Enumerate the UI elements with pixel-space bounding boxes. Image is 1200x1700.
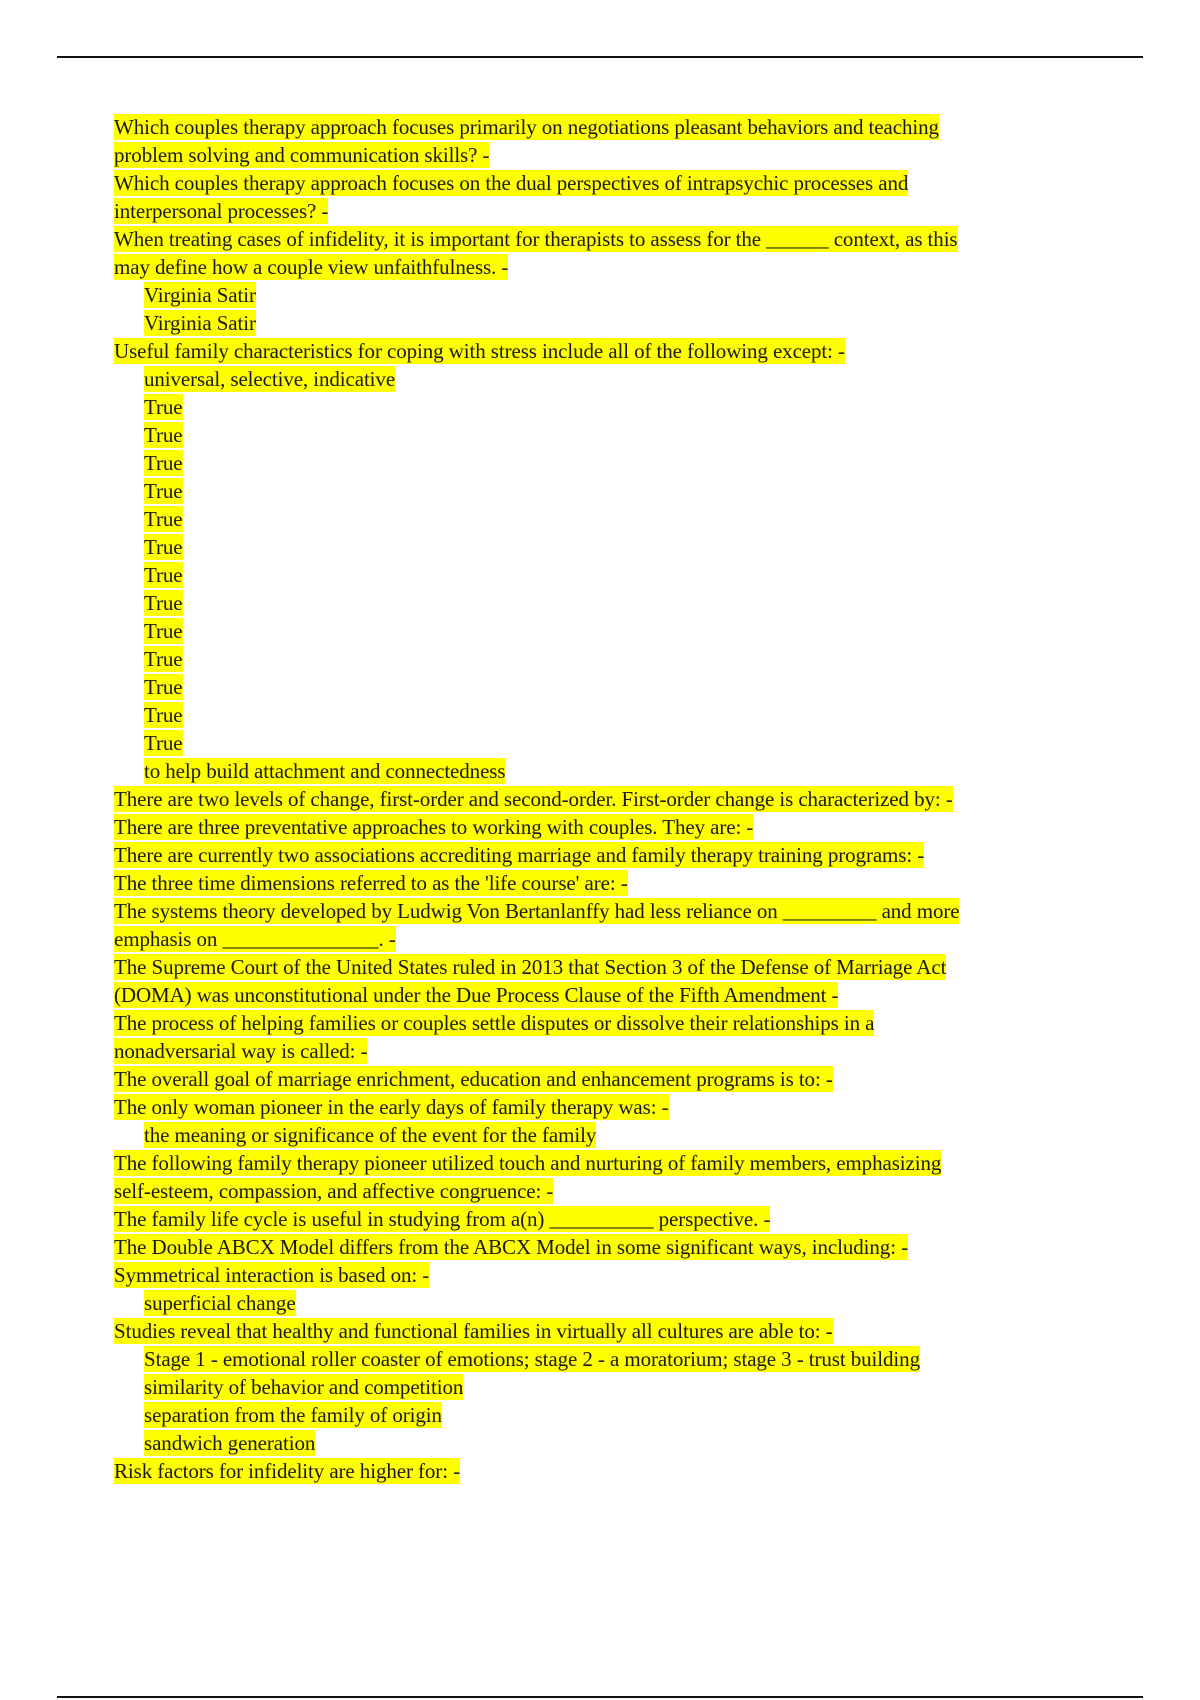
question-line [114,785,1114,813]
question-line [114,1317,1114,1345]
highlighted-text: the meaning or significance of the event for the family [144,1123,597,1147]
highlighted-text: True [144,451,183,475]
highlighted-text: True [144,423,183,447]
highlighted-text: True [144,563,183,587]
highlighted-text: separation from the family of origin [144,1403,442,1427]
highlighted-text: Useful family characteristics for coping with stress include all of the following except: - [114,339,845,363]
highlighted-text: Which couples therapy approach focuses on the dual perspectives of intrapsychic processes and [114,171,909,195]
highlighted-text: Risk factors for infidelity are higher for: - [114,1459,460,1483]
highlighted-text: True [144,591,183,615]
highlighted-text: The family life cycle is useful in studying from a(n) __________ perspective. - [114,1207,771,1231]
highlighted-text: True [144,703,183,727]
question-line [114,1261,1114,1289]
highlighted-text: Virginia Satir [144,283,256,307]
highlighted-text: There are currently two associations accrediting marriage and family therapy training programs: - [114,843,925,867]
highlighted-text: True [144,507,183,531]
question-line [114,953,1114,981]
highlighted-text: Virginia Satir [144,311,256,335]
header-rule [57,56,1143,58]
answer-line [114,1121,1114,1149]
highlighted-text: emphasis on _______________. - [114,927,396,951]
highlighted-text: There are two levels of change, first-order and second-order. First-order change is characterized by: - [114,787,953,811]
highlighted-text: Studies reveal that healthy and functional families in virtually all cultures are able to: - [114,1319,833,1343]
highlighted-text: similarity of behavior and competition [144,1375,464,1399]
answer-line [114,1401,1114,1429]
answer-line [114,757,1114,785]
question-line [114,1205,1114,1233]
answer-line [114,1373,1114,1401]
footer-rule [57,1696,1143,1698]
question-line [114,925,1114,953]
answer-line [114,561,1114,589]
highlighted-text: The following family therapy pioneer utilized touch and nurturing of family members, emphasizing [114,1151,942,1175]
answer-line [114,589,1114,617]
answer-line [114,477,1114,505]
highlighted-text: True [144,535,183,559]
highlighted-text: problem solving and communication skills? - [114,143,490,167]
highlighted-text: Which couples therapy approach focuses primarily on negotiations pleasant behaviors and teaching [114,115,939,139]
answer-line [114,1289,1114,1317]
question-line [114,981,1114,1009]
question-line [114,337,1114,365]
question-line [114,1149,1114,1177]
answer-line [114,1345,1114,1373]
question-line [114,169,1114,197]
question-line [114,1233,1114,1261]
question-line [114,841,1114,869]
question-line [114,897,1114,925]
question-line [114,253,1114,281]
highlighted-text: True [144,619,183,643]
answer-line [114,309,1114,337]
highlighted-text: interpersonal processes? - [114,199,329,223]
question-line [114,1009,1114,1037]
highlighted-text: Stage 1 - emotional roller coaster of emotions; stage 2 - a moratorium; stage 3 - trust building [144,1347,920,1371]
highlighted-text: may define how a couple view unfaithfulness. - [114,255,509,279]
question-line [114,869,1114,897]
highlighted-text: superficial change [144,1291,296,1315]
document-body [114,113,1114,1485]
answer-line [114,533,1114,561]
answer-line [114,421,1114,449]
highlighted-text: The only woman pioneer in the early days of family therapy was: - [114,1095,669,1119]
question-line [114,1065,1114,1093]
question-line [114,1037,1114,1065]
highlighted-text: True [144,479,183,503]
highlighted-text: True [144,395,183,419]
highlighted-text: True [144,647,183,671]
answer-line [114,645,1114,673]
answer-line [114,281,1114,309]
answer-line [114,505,1114,533]
question-line [114,197,1114,225]
answer-line [114,1429,1114,1457]
answer-line [114,701,1114,729]
question-line [114,813,1114,841]
highlighted-text: The Double ABCX Model differs from the ABCX Model in some significant ways, including: - [114,1235,908,1259]
highlighted-text: The three time dimensions referred to as the 'life course' are: - [114,871,628,895]
highlighted-text: The Supreme Court of the United States ruled in 2013 that Section 3 of the Defense of Marriage Act [114,955,947,979]
answer-line [114,617,1114,645]
highlighted-text: universal, selective, indicative [144,367,396,391]
highlighted-text: The process of helping families or couples settle disputes or dissolve their relationships in a [114,1011,875,1035]
highlighted-text: to help build attachment and connectedness [144,759,506,783]
question-line [114,1177,1114,1205]
answer-line [114,729,1114,757]
question-line [114,113,1114,141]
highlighted-text: nonadversarial way is called: - [114,1039,368,1063]
highlighted-text: The systems theory developed by Ludwig Von Bertanlanffy had less reliance on _________ and more [114,899,960,923]
answer-line [114,393,1114,421]
answer-line [114,449,1114,477]
question-line [114,1457,1114,1485]
highlighted-text: True [144,675,183,699]
highlighted-text: Symmetrical interaction is based on: - [114,1263,430,1287]
answer-line [114,673,1114,701]
question-line [114,1093,1114,1121]
question-line [114,141,1114,169]
highlighted-text: When treating cases of infidelity, it is important for therapists to assess for the ______ context, as this [114,227,958,251]
highlighted-text: sandwich generation [144,1431,316,1455]
highlighted-text: True [144,731,183,755]
highlighted-text: self-esteem, compassion, and affective congruence: - [114,1179,554,1203]
highlighted-text: (DOMA) was unconstitutional under the Due Process Clause of the Fifth Amendment - [114,983,839,1007]
highlighted-text: There are three preventative approaches to working with couples. They are: - [114,815,754,839]
highlighted-text: The overall goal of marriage enrichment, education and enhancement programs is to: - [114,1067,833,1091]
question-line [114,225,1114,253]
answer-line [114,365,1114,393]
